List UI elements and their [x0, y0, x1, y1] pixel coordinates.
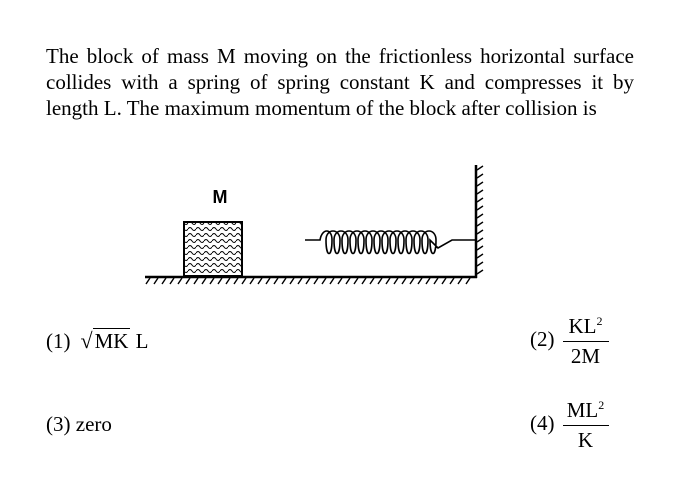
numerator: $KL^2$	[568, 314, 603, 338]
denominator: 2M	[570, 344, 601, 368]
spring	[305, 231, 476, 254]
option-number: (4)	[530, 411, 555, 436]
option-3[interactable]	[46, 412, 112, 437]
question-text: The block of mass M moving on the frictionless horizontal surface collides with a spring of spring constant K and compresses it by length L. The maximum momentum of the block after collision is	[46, 44, 634, 120]
ground-hatch	[146, 278, 470, 284]
block-spring-diagram	[140, 160, 490, 295]
wall-hatch	[477, 166, 483, 274]
fraction	[563, 314, 609, 369]
numerator: $ML^2$	[566, 398, 605, 422]
block	[184, 222, 242, 276]
sqrt-expression: √MK	[80, 328, 129, 353]
option-text: zero	[75, 412, 112, 436]
fraction	[563, 398, 609, 453]
denominator: K	[577, 428, 594, 452]
option-suffix: L	[135, 329, 149, 353]
option-number: (2)	[530, 327, 555, 352]
option-2[interactable]	[530, 314, 609, 369]
option-number: (1)	[46, 329, 71, 353]
sqrt-icon: √	[80, 328, 93, 353]
option-4[interactable]	[530, 398, 609, 453]
mass-label: M	[212, 187, 228, 207]
option-1[interactable]	[46, 328, 149, 354]
option-number: (3)	[46, 412, 71, 436]
diagram-svg	[140, 160, 490, 295]
